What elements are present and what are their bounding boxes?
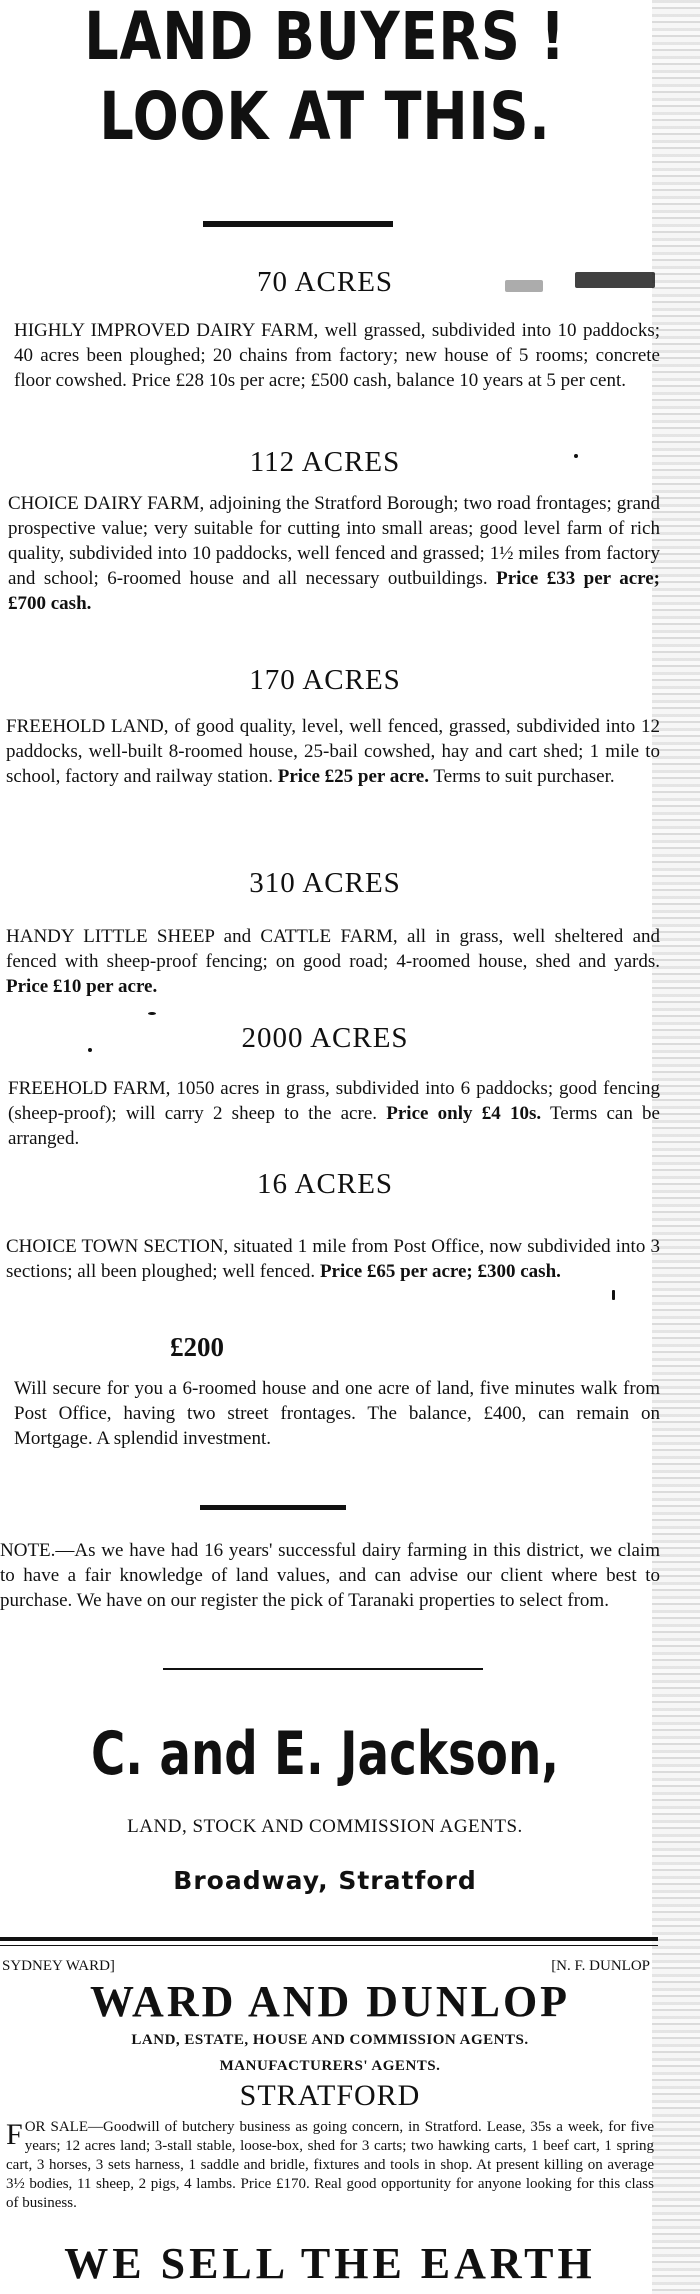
note-rule (163, 1668, 483, 1670)
ad-separator (0, 1937, 658, 1941)
offer-text: Will secure for you a 6-roomed house and one acre of land, five minutes walk from Post Office, having two street frontages. The balance, £400, can remain on Mortgage. A splendid investment. (14, 1378, 660, 1449)
listing-text (6, 924, 660, 999)
listing-acres: 310 ACRES (249, 867, 401, 899)
listing-lead: HIGHLY IMPROVED DAIRY FARM, (14, 320, 319, 341)
listing-body: situated 1 mile from Post Office, now subdivided into 3 sections; all been ploughed; well fenced. (6, 1236, 660, 1282)
listing-price: Price £65 per acre; £300 cash. (315, 1261, 561, 1282)
ward-dunlop-line1: LAND, ESTATE, HOUSE AND COMMISSION AGENTS. (131, 2032, 529, 2048)
listing-body: 1050 acres in grass, subdivided into 6 paddocks; good fencing (sheep-proof); will carry 2 sheep to the acre. (8, 1078, 660, 1124)
ink-speck (574, 454, 578, 458)
headline-line-2: LOOK AT THIS. (99, 78, 551, 155)
listing-text (6, 1234, 660, 1284)
ward-dunlop-town: STRATFORD (239, 2079, 421, 2112)
ward-dunlop-name: WARD AND DUNLOP (89, 1977, 571, 2026)
listing-text (8, 1076, 660, 1151)
ink-speck (88, 1048, 92, 1052)
listing-price: Price £28 10s per acre; £500 cash, balance 10 years at 5 per cent. (126, 370, 626, 391)
listing-acres: 70 ACRES (256, 266, 394, 298)
ink-blot (575, 272, 655, 288)
listing-price: Price £25 per acre. (272, 766, 429, 787)
listing-text (8, 491, 660, 616)
headline-line-1: LAND BUYERS ! (84, 0, 566, 75)
ink-speck (148, 1012, 156, 1015)
firm-name: C. and E. Jackson, (90, 1719, 560, 1789)
headline-rule (203, 221, 393, 227)
listing-text (14, 318, 660, 393)
section-rule (200, 1505, 346, 1510)
for-sale-text: OR SALE—Goodwill of butchery business as going concern, in Stratford. Lease, 35s a week, for five years; 12 acres land; 3-stall stable, loose-box, shed for 3 carts; two hawking carts, 1 beef cart, 1 spring cart, 3 horses, 3 sets harness, 1 saddle and bridle, fixtures and tools in shop. At present killing on average 3½ bodies, 11 sheep, 2 pigs, 4 lambs. Price £170. Real good opportunity for anyone looking for this class of business. (6, 2119, 654, 2211)
listing-lead: CHOICE DAIRY FARM, (8, 493, 205, 514)
for-sale-notice (6, 2118, 654, 2213)
note-text: NOTE.—As we have had 16 years' successful dairy farming in this district, we claim to have a fair knowledge of land values, and can advise our client where best to purchase. We have on our register the pick of Taranaki properties to select from. (0, 1540, 660, 1611)
listing-acres: 170 ACRES (249, 664, 401, 696)
listing-price: Price £10 per acre. (6, 976, 158, 997)
ad-separator-thin (0, 1945, 658, 1946)
offer-amount: £200 (170, 1332, 224, 1362)
listing-price: Price £33 per acre; £700 cash. (8, 568, 660, 614)
slogan: WE SELL THE EARTH (64, 2239, 596, 2288)
firm-address: Broadway, Stratford (173, 1866, 477, 1895)
listing-lead: CHOICE TOWN SECTION, (6, 1236, 229, 1257)
ward-dunlop-line2: MANUFACTURERS' AGENTS. (219, 2058, 441, 2074)
firm-tagline: LAND, STOCK AND COMMISSION AGENTS. (127, 1816, 523, 1837)
listing-text (6, 714, 660, 789)
drop-cap: F (6, 2118, 23, 2151)
listing-acres: 16 ACRES (256, 1168, 394, 1200)
listing-lead: FREEHOLD FARM, (8, 1078, 171, 1099)
listing-acres: 2000 ACRES (241, 1022, 409, 1054)
ink-speck (612, 1290, 615, 1300)
partner-name-left: SYDNEY WARD] (2, 1958, 115, 1974)
listing-body: of good quality, level, well fenced, grassed, subdivided into 12 paddocks, well-built 8-roomed house, 25-bail cowshed, hay and cart shed; 1 mile to school, factory and railway station. (6, 716, 660, 787)
ink-blot (505, 280, 543, 292)
listing-body: adjoining the Stratford Borough; two road frontages; grand prospective value; very suitable for cutting into small areas; good level farm of rich quality, subdivided into 10 paddocks, well fenced and grassed; 1½ miles from factory and school; 6-roomed house and all necessary outbuildings. (8, 493, 661, 589)
partner-name-right: [N. F. DUNLOP (551, 1958, 650, 1974)
listing-body: all in grass, well sheltered and fenced with sheep-proof fencing; on good road; 4-roomed house, shed and yards. (6, 926, 660, 972)
listing-terms: Terms can be arranged. (8, 1103, 660, 1149)
listing-price: Price only £4 10s. (377, 1103, 542, 1124)
listing-lead: FREEHOLD LAND, (6, 716, 169, 737)
listing-body: well grassed, subdivided into 10 paddocks; 40 acres been ploughed; 20 chains from factory; new house of 5 rooms; concrete floor cowshed. (14, 320, 660, 391)
listing-lead: HANDY LITTLE SHEEP and CATTLE FARM, (6, 926, 398, 947)
listing-terms: Terms to suit purchaser. (428, 766, 615, 787)
listing-acres: 112 ACRES (249, 446, 401, 478)
